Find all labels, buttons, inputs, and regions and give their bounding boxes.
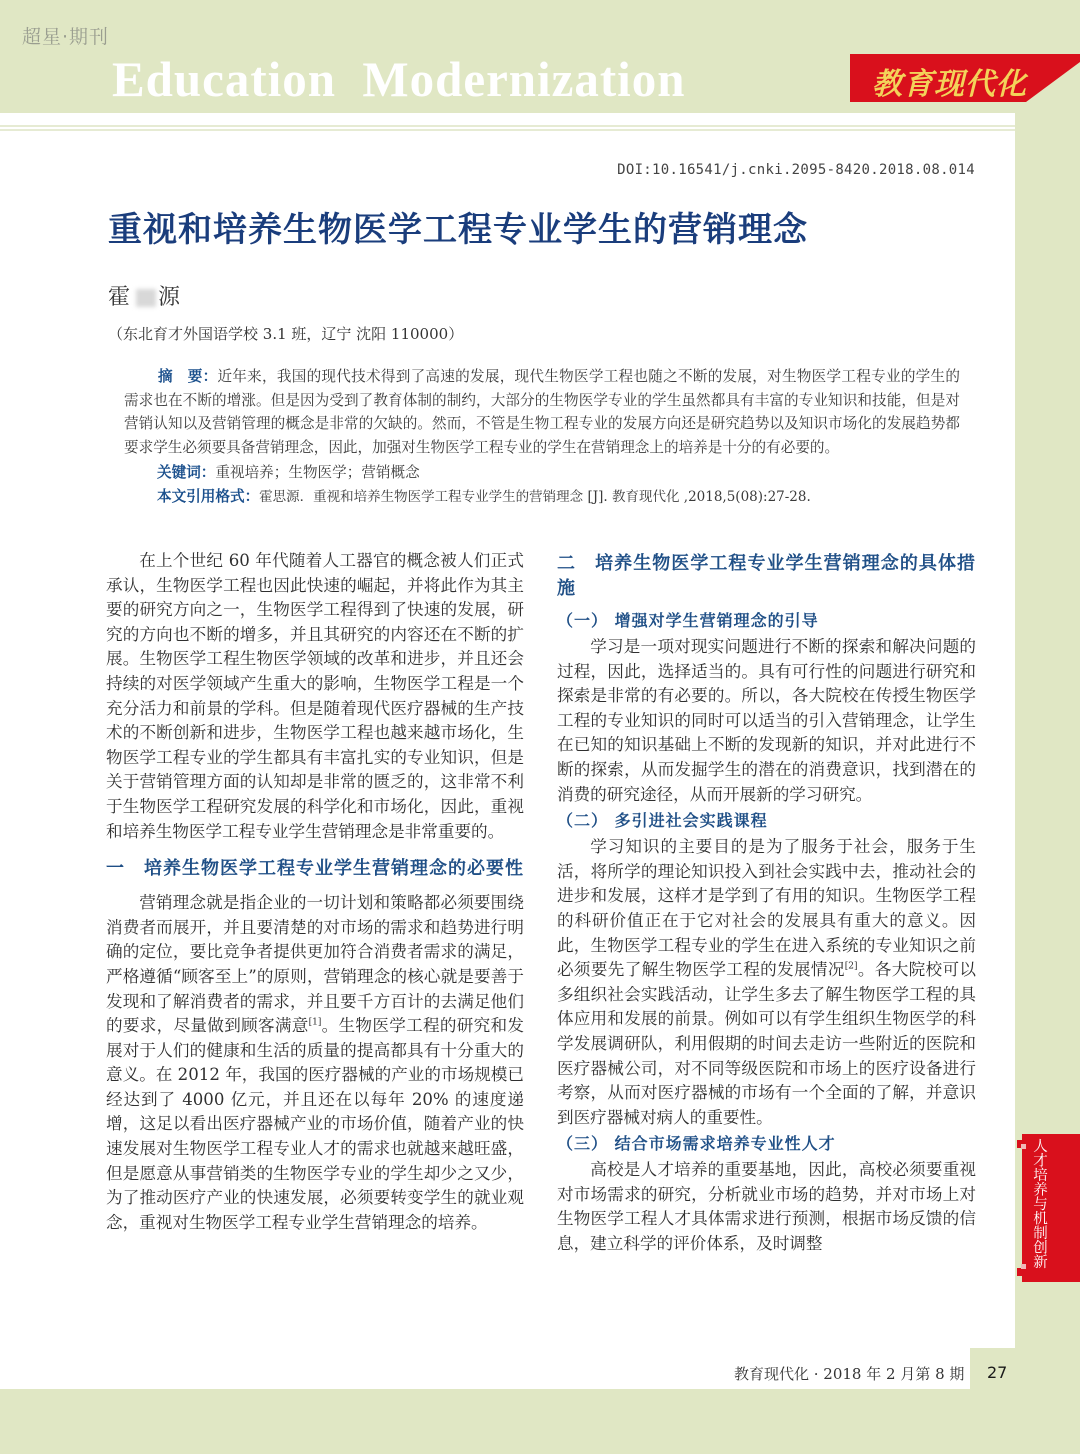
right-column — [557, 551, 976, 1257]
section-1-paragraph — [106, 891, 524, 1235]
subsection-2-heading: （二） 多引进社会实践课程 — [557, 811, 768, 831]
author-first-char: 霍 — [108, 285, 135, 310]
article-title: 重视和培养生物医学工程专业学生的营销理念 — [108, 210, 808, 250]
section-1-text-a: 营销理念就是指企业的一切计划和策略都必须要围绕消费者而展开，并且要清楚的对市场的需求和趋势进行明确的定位，要比竞争者提供更加符合消费者需求的满足，严格遵循“顾客至上”的原则，营销理念的核心就是要善于发现和了解消费者的需求，并且要千方百计的去满足他们的要求，尽量做到顾客满意 — [106, 893, 524, 1036]
abstract-label: 摘 要： — [158, 368, 218, 385]
section-1-heading: 一 培养生物医学工程专业学生营销理念的必要性 — [106, 858, 524, 880]
journal-ribbon — [850, 54, 1080, 102]
subsection-3-heading: （三） 结合市场需求培养专业性人才 — [557, 1134, 836, 1154]
reference-2[interactable]: [2] — [844, 961, 858, 972]
journal-english-title: Education Modernization — [112, 51, 686, 107]
abstract-text: 近年来，我国的现代技术得到了高速的发展，现代生物医学工程也随之不断的发展，对生物医学工程专业的学生的需求也在不断的增涨。但是因为受到了教育体制的制约，大部分的生物医学专业的学生虽然都具有丰富的专业知识和技能，但是对营销认知以及营销管理的概念是非常的欠缺的。然而，不管是生物工程专业的发展方向还是研究趋势以及知识市场化的发展趋势都要求学生必须要具备营销理念，因此，加强对生物医学工程专业的学生在营销理念上的培养是十分的有必要的。 — [124, 368, 960, 456]
doi: DOI:10.16541/j.cnki.2095-8420.2018.08.014 — [617, 162, 975, 178]
abstract-paragraph — [124, 365, 960, 459]
corner-square-icon — [1021, 1144, 1026, 1149]
author — [108, 280, 184, 311]
intro-paragraph: 在上个世纪 60 年代随着人工器官的概念被人们正式承认，生物医学工程也因此快速的崛起，并将此作为其主要的研究方向之一，生物医学工程得到了快速的发展，研究的方向也不断的增多，并且其研究的内容还在不断的扩展。生物医学工程生物医学领域的改革和进步，并且还会持续的对医学领域产生重大的影响，生物医学工程是一个充分活力和前景的学科。但是随着现代医疗器械的生产技术的不断创新和进步，生物医学工程也越来越市场化，生物医学工程专业的学生都具有丰富扎实的专业知识，但是关于营销管理方面的认知却是非常的匮乏的，这非常不利于生物医学工程研究发展的科学化和市场化，因此，重视和培养生物医学工程专业学生营销理念是非常重要的。 — [106, 551, 524, 841]
keywords-line — [124, 461, 960, 485]
page-number: 27 — [987, 1363, 1008, 1382]
subsection-2-text-a: 学习知识的主要目的是为了服务于社会，服务于生活，将所学的理论知识投入到社会实践中去，推动社会的进步和发展，这样才是学到了有用的知识。生物医学工程的科研价值正在于它对社会的发展具有重大的意义。因此，生物医学工程专业的学生在进入系统的专业知识之前必须要先了解生物医学工程的发展情况 — [557, 837, 976, 980]
affiliation: （东北育才外国语学校 3.1 班，辽宁 沈阳 110000） — [108, 325, 464, 343]
issue-footer: 教育现代化 · 2018 年 2 月第 8 期 — [734, 1365, 965, 1383]
keywords-label: 关键词： — [157, 464, 216, 481]
brand-label: 超星·期刊 — [22, 26, 110, 48]
section-side-tab — [1017, 1134, 1080, 1282]
journal-chinese-title: 教育现代化 — [872, 67, 1027, 102]
subsection-2-paragraph — [557, 835, 976, 1130]
subsection-1-paragraph: 学习是一项对现实问题进行不断的探索和解决问题的过程，因此，选择适当的。具有可行性的问题进行研究和探索是非常的有必要的。所以，各大院校在传授生物医学工程的专业知识的同时可以适当的引入营销理念，让学生在已知的知识基础上不断的发现新的知识，并对此进行不断的探索，从而发掘学生的潜在的消费意识，找到潜在的消费的研究途径，从而开展新的学习研究。 — [557, 637, 976, 804]
side-tab-label: 人才培养与机制创新 — [1031, 1138, 1047, 1269]
corner-square-icon — [1017, 1268, 1025, 1276]
corner-square-icon — [1021, 1264, 1026, 1269]
reference-1[interactable]: [1] — [308, 1017, 322, 1028]
redacted-char — [136, 289, 156, 307]
subsection-2-text-b: 。各大院校可以多组织社会实践活动，让学生多去了解生物医学工程的具体应用和发展的前景。例如可以有学生组织生物医学的科学发展调研队，利用假期的时间去走访一些附近的医院和医疗器械公司，对不同等级医院和市场上的医疗设备进行考察，从而对医疗器械的市场有一个全面的了解，并意识到医疗器械对病人的重要性。 — [557, 960, 977, 1127]
section-1-text-b: 。生物医学工程的研究和发展对于人们的健康和生活的质量的提高都具有十分重大的意义。在 2012 年，我国的医疗器械的产业的市场规模已经达到了 4000 亿元，并且还在以每年 20% 的速度递增，这足以看出医疗器械产业的市场价值，随着产业的快速发展对生物医学工程专业人才的需求也就越来越旺盛，但是愿意从事营销类的生物医学专业的学生却少之又少，为了推动医疗产业的快速发展，必须要转变学生的就业观念，重视对生物医学工程专业学生营销理念的培养。 — [106, 1016, 524, 1232]
subsection-3-paragraph: 高校是人才培养的重要基地，因此，高校必须要重视对市场需求的研究，分析就业市场的趋势，并对市场上对生物医学工程人才具体需求进行预测，根据市场反馈的信息，建立科学的评价体系，及时调整 — [557, 1160, 976, 1254]
header-divider — [0, 125, 1015, 131]
citation-text: 霍思源．重视和培养生物医学工程专业学生的营销理念 [J]. 教育现代化 ,2018,5(08):27-28. — [259, 488, 811, 505]
keywords-text: 重视培养；生物医学；营销概念 — [215, 464, 420, 481]
citation-line — [124, 485, 960, 510]
abstract-block — [124, 365, 960, 509]
subsection-1-heading: （一） 增强对学生营销理念的引导 — [557, 611, 819, 630]
author-last-char: 源 — [158, 285, 185, 310]
left-column — [106, 549, 524, 1235]
citation-label: 本文引用格式： — [157, 487, 260, 505]
section-2-heading: 二 培养生物医学工程专业学生营销理念的具体措施 — [557, 553, 976, 599]
